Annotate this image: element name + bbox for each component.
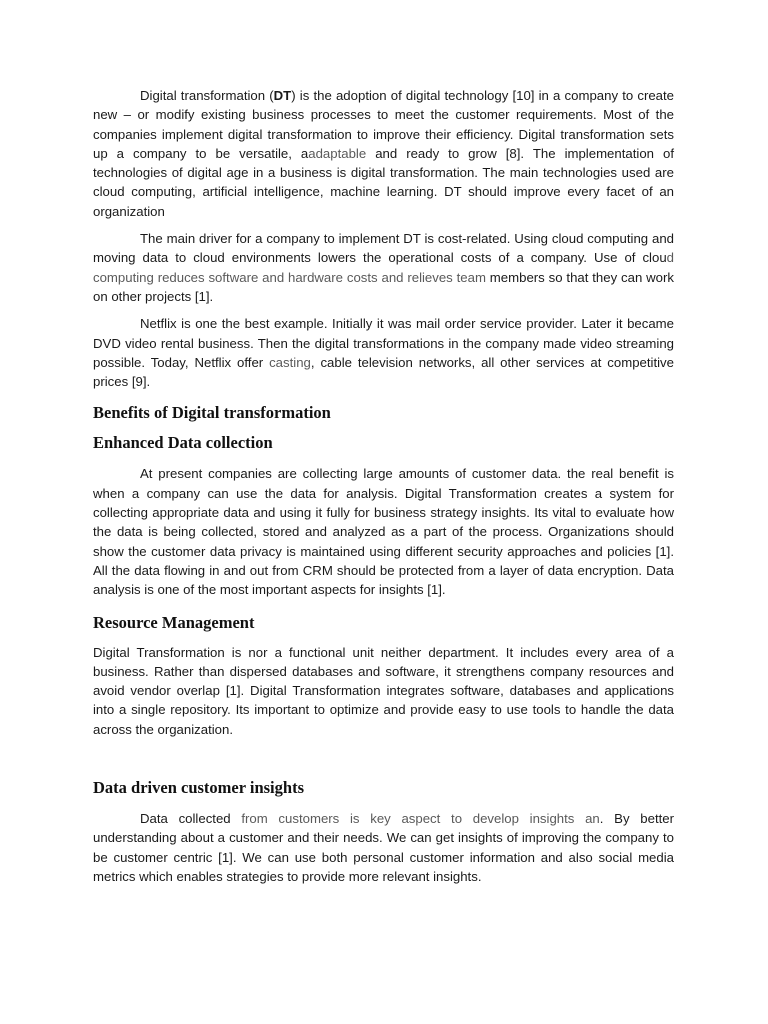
text-run: and ready to grow [8]. The implementation of technologies of digital age in a business is digital transformation. The main technologies used are cloud computing, artificial intelligence, machine learning. DT should improve every facet of an organization <box>93 145 674 219</box>
heading-customer-insights: Data driven customer insights <box>93 778 304 798</box>
paragraph-netflix <box>93 314 674 391</box>
paragraph-cost-driver <box>93 229 674 306</box>
paragraph-dt-definition <box>93 86 674 221</box>
text-run: members so that they can work on other projects [1]. <box>93 269 674 304</box>
text-run-gray: adaptable <box>308 145 367 161</box>
dt-abbreviation: DT <box>273 88 292 103</box>
paragraph-data-collection: At present companies are collecting large amounts of customer data. the real benefit is when a company can use the data for analysis. Digital Transformation creates a system for collecting appropriate data and using it fully for business strategy insights. Its vital to evaluate how the data is being collected, stored and analyzed as a part of the process. Organizations should show the customer data privacy is maintained using different security approaches and policies [1]. All the data flowing in and out from CRM should be protected from a layer of data encryption. Data analysis is one of the most important aspects for insights [1]. <box>93 466 674 598</box>
text-run: Netflix is one the best example. Initially it was mail order service provider. Later it became DVD video rental business. Then the digital transformations in the company made video streaming possible. Today, Netflix offer <box>93 316 674 370</box>
text-run-gray: from customers is key aspect to develop insights an <box>241 811 600 827</box>
text-run-gray: d computing reduces software and hardware costs and relieves team <box>93 250 674 285</box>
text-run: The main driver for a company to implement DT is cost-related. Using cloud computing and moving data to cloud environments lowers the operational costs of a company. Use of clou <box>93 231 674 266</box>
heading-enhanced-data-collection: Enhanced Data collection <box>93 433 273 453</box>
paragraph-resource-management: Digital Transformation is nor a functional unit neither department. It includes every area of a business. Rather than dispersed databases and software, it strengthens company resources and avoid vendor overlap [1]. Digital Transformation integrates software, databases and applications into a single repository. Its important to optimize and provide easy to use tools to handle the data across the organization. <box>93 644 674 737</box>
text-run: Data collected <box>140 811 242 827</box>
text-run: Digital transformation ( <box>140 88 274 103</box>
text-run-gray: casting <box>269 354 311 370</box>
text-run: , cable television networks, all other services at competitive prices [9]. <box>93 354 674 390</box>
heading-resource-management: Resource Management <box>93 612 255 632</box>
text-run: ) is the adoption of digital technology [10] in a company to create new – or modify existing business processes to meet the customer requirements. Most of the companies implement digital transformation to improve their efficiency. Digital transformation sets up a company to be versatile, a <box>93 88 675 161</box>
paragraph-customer-insights <box>93 809 674 886</box>
heading-benefits: Benefits of Digital transformation <box>93 403 331 423</box>
text-run: . By better understanding about a customer and their needs. We can get insights of improving the company to be customer centric [1]. We can use both personal customer information and also social media metrics which enables strategies to provide more relevant insights. <box>93 811 674 884</box>
